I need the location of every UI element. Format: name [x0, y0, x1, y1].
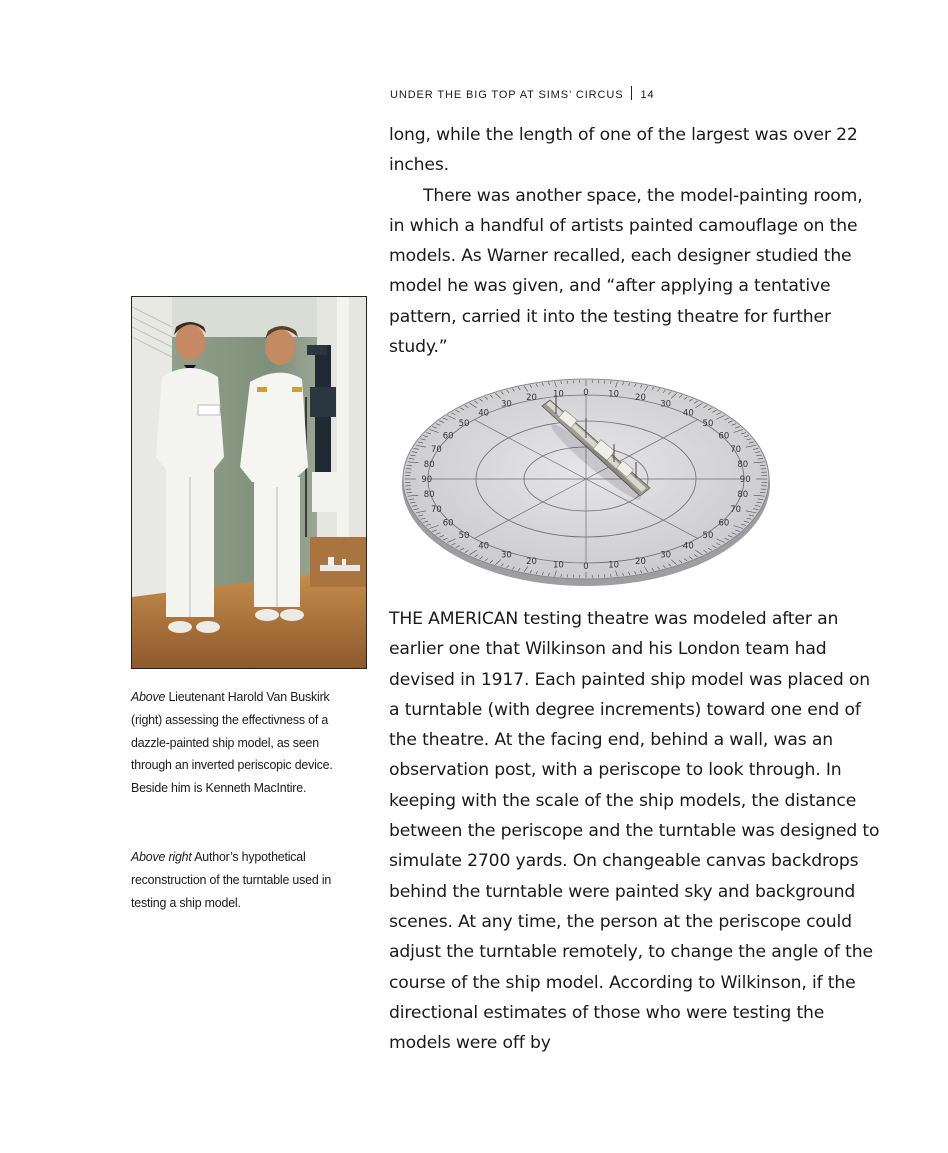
degree-label: 80	[737, 490, 749, 501]
turntable-figure	[400, 366, 774, 590]
header-divider	[631, 86, 632, 100]
degree-label: 10	[552, 560, 564, 571]
photo-illustration	[132, 297, 366, 668]
degree-label: 40	[478, 408, 490, 419]
turntable-illustration	[400, 366, 774, 590]
running-head	[390, 86, 655, 101]
page-number: 14	[640, 89, 655, 101]
caption-text: Author’s hypothetical reconstruction of the turntable used in testing a ship model.	[131, 849, 332, 910]
body-text-top	[389, 120, 881, 362]
historical-photo	[131, 296, 367, 669]
turntable-caption	[131, 846, 353, 914]
degree-label: 10	[608, 560, 620, 571]
paragraph: THE AMERICAN testing theatre was modeled after an earlier one that Wilkinson and his London team had devised in 1917. Each painted ship model was placed on a turntable (with degree increments) toward one end of the theatre. At the facing end, behind a wall, was an observation post, with a periscope to look through. In keeping with the scale of the ship models, the distance between the periscope and the turntable was designed to simulate 2700 yards. On changeable canvas backdrops behind the turntable were painted sky and background scenes. At any time, the person at the periscope could adjust the turntable remotely, to change the angle of the course of the ship model. According to Wilkinson, if the directional estimates of those who were testing the models were off by	[389, 609, 880, 1054]
paragraph: long, while the length of one of the largest was over 22 inches.	[389, 125, 858, 176]
degree-label: 20	[526, 393, 537, 404]
degree-label: 0	[583, 562, 589, 572]
degree-label: 20	[526, 556, 537, 567]
degree-label: 50	[458, 419, 470, 430]
degree-label: 80	[737, 459, 749, 470]
degree-label: 60	[718, 518, 730, 529]
degree-label: 40	[682, 408, 694, 419]
degree-label: 70	[430, 445, 442, 456]
photo-caption	[131, 686, 353, 800]
degree-label: 30	[500, 550, 512, 561]
degree-label: 40	[682, 541, 694, 552]
degree-label: 0	[583, 388, 589, 398]
degree-label: 50	[702, 530, 714, 541]
degree-label: 60	[718, 431, 730, 442]
degree-label: 20	[635, 556, 646, 567]
degree-label: 30	[500, 399, 512, 410]
degree-label: 20	[635, 393, 646, 404]
degree-label: 30	[660, 399, 672, 410]
degree-label: 50	[458, 530, 470, 541]
degree-label: 90	[739, 475, 751, 485]
degree-label: 60	[442, 431, 454, 442]
degree-label: 10	[608, 389, 620, 400]
degree-label: 30	[660, 550, 672, 561]
degree-label: 50	[702, 419, 714, 430]
degree-label: 40	[478, 541, 490, 552]
caption-text: Lieutenant Harold Van Buskirk (right) assessing the effectivness of a dazzle-painted ship model, as seen through an inverted periscopic device. Beside him is Kenneth MacIntire.	[131, 689, 333, 796]
paragraph: There was another space, the model-painting room, in which a handful of artists painted camouflage on the models. As Warner recalled, each designer studied the model he was given, and “after applying a tentative pattern, carried it into the testing theatre for further study.”	[389, 185, 863, 358]
degree-label: 80	[423, 459, 435, 470]
caption-lead: Above	[131, 689, 166, 704]
degree-label: 10	[552, 389, 564, 400]
degree-label: 60	[442, 518, 454, 529]
degree-label: 90	[421, 475, 433, 485]
degree-label: 70	[430, 504, 442, 515]
body-text-bottom	[389, 604, 881, 1058]
degree-label: 80	[423, 490, 435, 501]
running-title: UNDER THE BIG TOP AT SIMS’ CIRCUS	[390, 89, 624, 101]
caption-lead: Above right	[131, 849, 192, 864]
degree-label: 70	[730, 504, 742, 515]
degree-label: 70	[730, 445, 742, 456]
